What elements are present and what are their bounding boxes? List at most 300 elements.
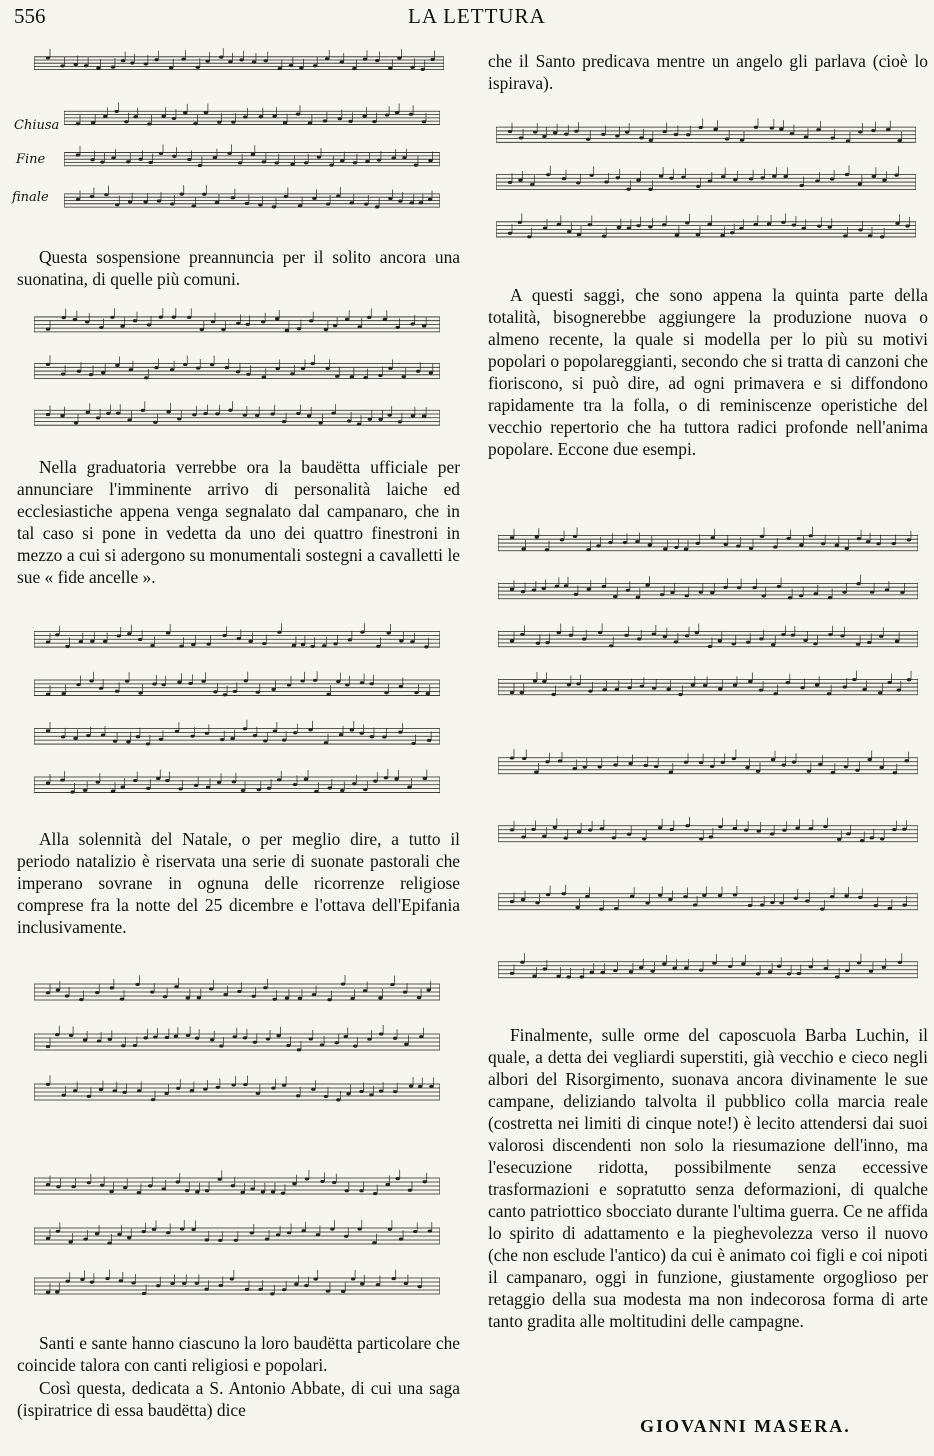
note-head xyxy=(128,200,132,203)
note-head xyxy=(428,1229,432,1232)
note-head xyxy=(148,1184,152,1187)
note-head xyxy=(239,58,243,61)
note-head xyxy=(217,121,221,124)
note-head xyxy=(293,731,297,734)
note-head xyxy=(185,1189,189,1192)
note-head xyxy=(749,177,753,180)
note-head xyxy=(378,996,382,999)
note-head xyxy=(799,544,803,547)
note-head xyxy=(669,177,673,180)
note-head xyxy=(642,837,646,840)
note-head xyxy=(627,227,631,230)
note-head xyxy=(658,826,662,829)
note-head xyxy=(636,179,640,182)
note-head xyxy=(159,316,163,319)
staff-drawing xyxy=(34,1162,440,1312)
note-head xyxy=(210,1038,214,1041)
music-staff-9 xyxy=(498,736,918,1008)
note-head xyxy=(313,64,317,67)
note-head xyxy=(724,543,728,546)
note-head xyxy=(161,115,165,118)
note-head xyxy=(703,684,707,687)
note-head xyxy=(292,644,296,647)
note-head xyxy=(748,904,752,907)
note-head xyxy=(521,590,525,593)
note-head xyxy=(357,422,361,425)
note-head xyxy=(685,594,689,597)
note-head xyxy=(749,547,753,550)
note-head xyxy=(684,761,688,764)
note-head xyxy=(668,898,672,901)
note-head xyxy=(186,1034,190,1037)
note-head xyxy=(345,1189,349,1192)
note-head xyxy=(293,783,297,786)
note-head xyxy=(666,688,670,691)
note-head xyxy=(508,181,512,184)
note-head xyxy=(231,1083,235,1086)
note-head xyxy=(407,786,411,789)
note-head xyxy=(821,542,825,545)
note-head xyxy=(809,965,813,968)
note-head xyxy=(331,412,335,415)
note-head xyxy=(846,139,850,142)
note-head xyxy=(385,1183,389,1186)
note-head xyxy=(598,631,602,634)
note-head xyxy=(137,1089,141,1092)
note-head xyxy=(231,196,235,199)
music-staff-5 xyxy=(34,968,440,1118)
note-head xyxy=(111,790,115,793)
paragraph-text: Alla solennità del Natale, o per meglio dire, a tutto il periodo natalizio è riservata una serie di suonate pastorali che imperano sovrane in ognuna delle ricorrenze religiose comprese fra la notte del 25 dicembre e l'ottava dell'Epifania inclusivamente. xyxy=(17,829,460,937)
note-head xyxy=(364,203,368,206)
note-head xyxy=(253,734,257,737)
note-head xyxy=(339,733,343,736)
note-head xyxy=(604,180,608,183)
staff-drawing xyxy=(498,520,918,712)
note-head xyxy=(209,987,213,990)
note-head xyxy=(183,363,187,366)
note-head xyxy=(333,324,337,327)
note-head xyxy=(262,642,266,645)
note-head xyxy=(817,225,821,228)
note-head xyxy=(770,832,774,835)
note-head xyxy=(352,782,356,785)
note-head xyxy=(340,789,344,792)
note-head xyxy=(228,409,232,412)
note-head xyxy=(399,639,403,642)
note-head xyxy=(363,58,367,61)
note-head xyxy=(46,640,50,643)
note-head xyxy=(627,686,631,689)
note-head xyxy=(871,129,875,132)
note-head xyxy=(287,1231,291,1234)
note-head xyxy=(874,904,878,907)
note-head xyxy=(103,640,107,643)
note-head xyxy=(390,983,394,986)
note-head xyxy=(533,679,537,682)
note-head xyxy=(588,828,592,831)
note-head xyxy=(253,1041,257,1044)
note-head xyxy=(99,326,103,329)
note-head xyxy=(121,785,125,788)
note-head xyxy=(251,153,255,156)
note-head xyxy=(429,1085,433,1088)
note-head xyxy=(177,417,181,420)
note-head xyxy=(172,117,176,120)
note-head xyxy=(895,640,899,643)
note-head xyxy=(809,827,813,830)
note-head xyxy=(707,223,711,226)
note-head xyxy=(326,1290,330,1293)
note-head xyxy=(815,179,819,182)
note-head xyxy=(602,688,606,691)
note-head xyxy=(375,59,379,62)
note-head xyxy=(336,1098,340,1101)
note-head xyxy=(596,544,600,547)
note-head xyxy=(674,546,678,549)
note-head xyxy=(378,418,382,421)
note-head xyxy=(752,586,756,589)
note-head xyxy=(157,199,161,202)
note-head xyxy=(99,687,103,690)
note-head xyxy=(251,995,255,998)
note-head xyxy=(377,158,381,161)
note-head xyxy=(564,584,568,587)
note-head xyxy=(358,1227,362,1230)
note-head xyxy=(527,235,531,238)
note-head xyxy=(397,56,401,59)
note-head xyxy=(846,832,850,835)
note-head xyxy=(723,586,727,589)
note-head xyxy=(545,760,549,763)
note-head xyxy=(176,1180,180,1183)
note-head xyxy=(250,1187,254,1190)
note-head xyxy=(815,683,819,686)
note-head xyxy=(164,1092,168,1095)
note-head xyxy=(768,970,772,973)
note-head xyxy=(807,770,811,773)
note-head xyxy=(575,906,579,909)
note-head xyxy=(325,367,329,370)
note-head xyxy=(156,777,160,780)
note-head xyxy=(557,223,561,226)
note-head xyxy=(385,113,389,116)
note-head xyxy=(61,692,65,695)
note-head xyxy=(340,60,344,63)
note-head xyxy=(711,536,715,539)
note-head xyxy=(246,373,250,376)
note-head xyxy=(179,645,183,648)
note-head xyxy=(740,139,744,142)
note-head xyxy=(147,323,151,326)
note-head xyxy=(887,681,891,684)
note-head xyxy=(574,593,578,596)
note-head xyxy=(282,1288,286,1291)
note-head xyxy=(696,542,700,545)
note-head xyxy=(311,1088,315,1091)
note-head xyxy=(46,1183,50,1186)
note-head xyxy=(365,160,369,163)
note-head xyxy=(790,132,794,135)
note-head xyxy=(245,202,249,205)
note-head xyxy=(219,1044,223,1047)
note-head xyxy=(728,965,732,968)
note-head xyxy=(533,130,537,133)
note-head xyxy=(531,828,535,831)
note-head xyxy=(652,687,656,690)
note-head xyxy=(409,113,413,116)
note-head xyxy=(399,685,403,688)
note-head xyxy=(133,115,137,118)
note-head xyxy=(685,634,689,637)
note-head xyxy=(818,763,822,766)
note-head xyxy=(314,790,318,793)
note-head xyxy=(133,319,137,322)
note-head xyxy=(828,596,832,599)
note-head xyxy=(709,835,713,838)
note-head xyxy=(83,789,87,792)
note-head xyxy=(686,133,690,136)
note-head xyxy=(282,1084,286,1087)
note-head xyxy=(663,547,667,550)
note-head xyxy=(294,1282,298,1285)
note-head xyxy=(272,998,276,1001)
note-head xyxy=(76,122,80,125)
note-head xyxy=(79,640,83,643)
note-head xyxy=(127,418,131,421)
note-head xyxy=(630,895,634,898)
note-head xyxy=(121,59,125,62)
note-head xyxy=(219,1284,223,1287)
note-head xyxy=(363,376,367,379)
note-head xyxy=(341,1290,345,1293)
note-head xyxy=(410,66,414,69)
note-head xyxy=(882,966,886,969)
note-head xyxy=(777,965,781,968)
note-head xyxy=(203,412,207,415)
note-head xyxy=(285,329,289,332)
left-paragraph-2 xyxy=(17,456,460,588)
note-head xyxy=(373,780,377,783)
note-head xyxy=(429,371,433,374)
note-head xyxy=(119,1279,123,1282)
note-head xyxy=(122,1091,126,1094)
note-head xyxy=(510,972,514,975)
note-head xyxy=(428,159,432,162)
note-head xyxy=(760,903,764,906)
note-head xyxy=(627,833,631,836)
note-head xyxy=(870,591,874,594)
note-head xyxy=(878,691,882,694)
note-head xyxy=(636,596,640,599)
note-head xyxy=(73,1089,77,1092)
note-head xyxy=(737,586,741,589)
note-head xyxy=(564,133,568,136)
note-head xyxy=(248,640,252,643)
note-head xyxy=(87,1095,91,1098)
note-head xyxy=(892,828,896,831)
note-head xyxy=(344,1035,348,1038)
note-head xyxy=(46,991,50,994)
note-head xyxy=(588,690,592,693)
note-head xyxy=(186,996,190,999)
note-head xyxy=(270,1292,274,1295)
note-head xyxy=(733,178,737,181)
note-head xyxy=(76,198,80,201)
note-head xyxy=(195,1190,199,1193)
note-head xyxy=(236,322,240,325)
note-head xyxy=(756,770,760,773)
note-head xyxy=(144,62,148,65)
note-head xyxy=(800,686,804,689)
note-head xyxy=(165,779,169,782)
note-head xyxy=(227,152,231,155)
note-head xyxy=(773,545,777,548)
note-head xyxy=(76,153,80,156)
note-head xyxy=(256,1092,260,1095)
note-head xyxy=(206,643,210,646)
note-head xyxy=(521,547,525,550)
note-head xyxy=(276,1034,280,1037)
note-head xyxy=(277,631,281,634)
note-head xyxy=(508,130,512,133)
note-head xyxy=(414,163,418,166)
note-head xyxy=(124,120,128,123)
note-head xyxy=(136,735,140,738)
note-head xyxy=(324,328,328,331)
note-head xyxy=(754,126,758,129)
note-head xyxy=(416,370,420,373)
note-head xyxy=(419,201,423,204)
staff-drawing xyxy=(34,302,440,442)
note-head xyxy=(708,645,712,648)
note-head xyxy=(781,221,785,224)
note-head xyxy=(138,638,142,641)
note-head xyxy=(558,759,562,762)
note-head xyxy=(637,637,641,640)
note-head xyxy=(600,971,604,974)
note-head xyxy=(424,645,428,648)
note-head xyxy=(779,901,783,904)
note-head xyxy=(341,982,345,985)
note-head xyxy=(608,541,612,544)
note-head xyxy=(346,1092,350,1095)
note-head xyxy=(886,128,890,131)
note-head xyxy=(379,1032,383,1035)
note-head xyxy=(824,967,828,970)
note-head xyxy=(858,182,862,185)
note-head xyxy=(736,544,740,547)
note-head xyxy=(398,420,402,423)
paragraph-text: Questa sospensione preannuncia per il solito ancora una suonatina, di quelle più comuni. xyxy=(17,247,460,289)
note-head xyxy=(905,224,909,227)
note-head xyxy=(205,732,209,735)
note-head xyxy=(880,766,884,769)
note-head xyxy=(546,173,550,176)
note-head xyxy=(299,66,303,69)
note-head xyxy=(205,1238,209,1241)
note-head xyxy=(196,366,200,369)
note-head xyxy=(535,901,539,904)
note-head xyxy=(601,133,605,136)
note-head xyxy=(192,413,196,416)
note-head xyxy=(205,1189,209,1192)
note-head xyxy=(626,589,630,592)
note-head xyxy=(586,138,590,141)
note-head xyxy=(73,318,77,321)
note-head xyxy=(741,962,745,965)
note-head xyxy=(860,839,864,842)
note-head xyxy=(174,985,178,988)
note-head xyxy=(662,962,666,965)
note-head xyxy=(827,692,831,695)
note-head xyxy=(221,328,225,331)
note-head xyxy=(372,120,376,123)
music-staff-1 xyxy=(34,44,444,84)
note-head xyxy=(197,996,201,999)
note-head xyxy=(835,544,839,547)
note-head xyxy=(518,179,522,182)
note-head xyxy=(772,175,776,178)
note-head xyxy=(181,58,185,61)
note-head xyxy=(265,1238,269,1241)
note-head xyxy=(795,827,799,830)
note-head xyxy=(858,896,862,899)
note-head xyxy=(760,176,764,179)
note-head xyxy=(245,1288,249,1291)
note-head xyxy=(232,780,236,783)
note-head xyxy=(521,835,525,838)
note-head xyxy=(220,738,224,741)
note-head xyxy=(252,60,256,63)
note-head xyxy=(201,680,205,683)
note-head xyxy=(284,195,288,198)
note-head xyxy=(106,412,110,415)
note-head xyxy=(71,1185,75,1188)
note-head xyxy=(272,115,276,118)
note-head xyxy=(609,644,613,647)
note-head xyxy=(542,835,546,838)
note-head xyxy=(217,781,221,784)
note-head xyxy=(195,1282,199,1285)
note-head xyxy=(115,690,119,693)
note-head xyxy=(395,111,399,114)
note-head xyxy=(223,993,227,996)
note-head xyxy=(386,631,390,634)
note-head xyxy=(362,115,366,118)
note-head xyxy=(275,367,279,370)
note-head xyxy=(428,198,432,201)
note-head xyxy=(650,970,654,973)
note-head xyxy=(195,1037,199,1040)
note-head xyxy=(693,903,697,906)
note-head xyxy=(298,997,302,1000)
note-head xyxy=(828,226,832,229)
note-head xyxy=(169,66,173,69)
note-head xyxy=(388,1228,392,1231)
note-head xyxy=(670,591,674,594)
note-head xyxy=(670,828,674,831)
note-head xyxy=(360,732,364,735)
note-head xyxy=(310,645,314,648)
note-head xyxy=(739,227,743,230)
note-head xyxy=(289,64,293,67)
note-head xyxy=(777,585,781,588)
note-head xyxy=(383,318,387,321)
note-head xyxy=(190,1089,194,1092)
note-head xyxy=(639,966,643,969)
note-head xyxy=(545,641,549,644)
